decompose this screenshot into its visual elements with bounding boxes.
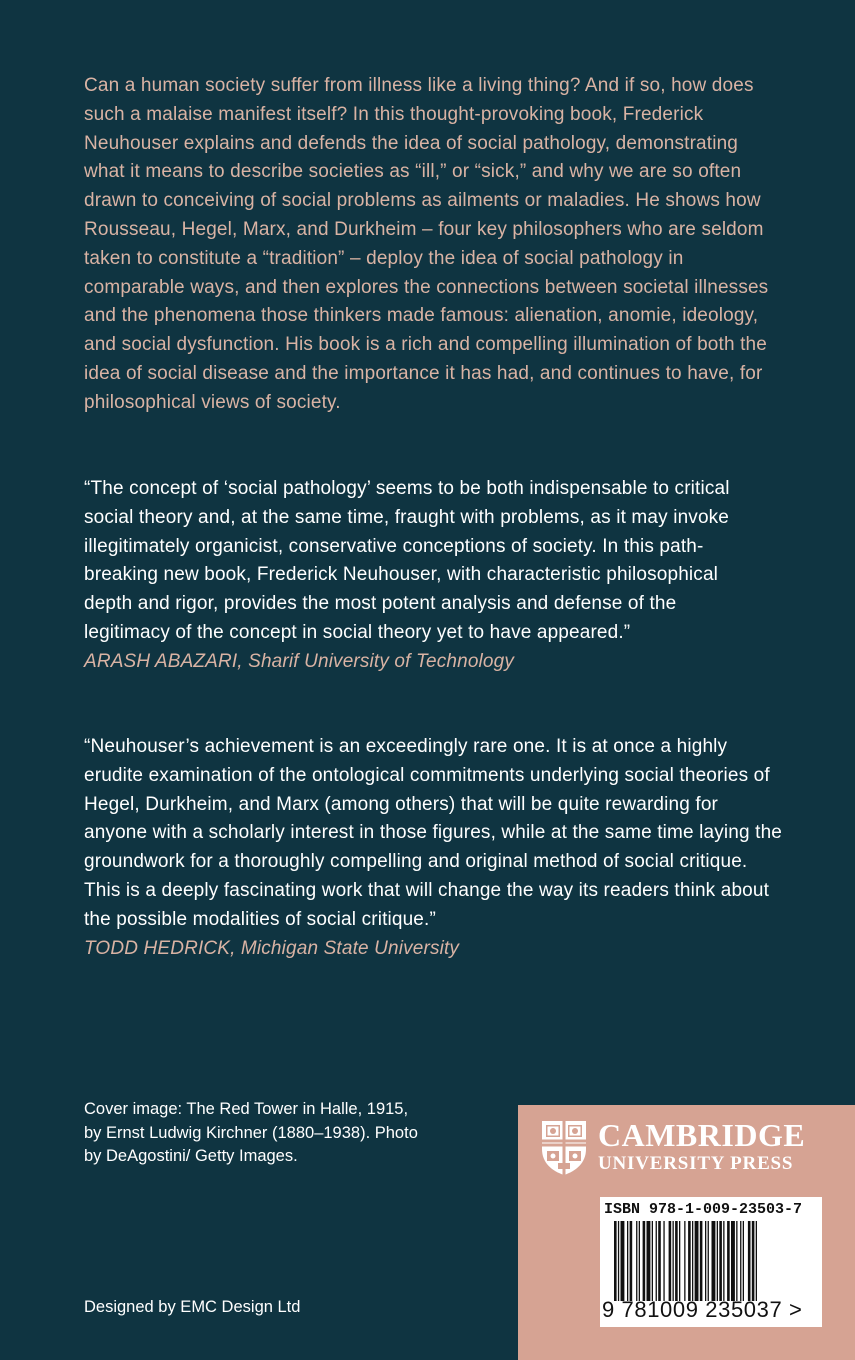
endorsement-attribution: TODD HEDRICK, Michigan State University bbox=[84, 937, 460, 959]
cover-image-credit: Cover image: The Red Tower in Halle, 1915, by Ernst Ludwig Kirchner (1880–1938). Photo by DeAgostini/ Getty Images. bbox=[84, 1100, 418, 1165]
endorsement-text: “Neuhouser’s achievement is an exceedingly rare one. It is at once a highly erudite examination of the ontological commitments underlying social theories of Hegel, Durkheim, and Marx (among others) that will be quite rewarding for anyone with a scholarly interest in those figures, while at the same time laying the groundwork for a thoroughly compelling and original method of social critique. This is a deeply fascinating work that will change the way its readers think about the possible modalities of social critique.” bbox=[84, 736, 783, 930]
publisher-subtitle: UNIVERSITY PRESS bbox=[598, 1153, 794, 1174]
designer-credit: Designed by EMC Design Ltd bbox=[84, 1298, 301, 1316]
barcode-bars bbox=[614, 1221, 810, 1301]
university-crest-icon bbox=[540, 1119, 588, 1177]
endorsement-text: “The concept of ‘social pathology’ seems to be both indispensable to critical social theory and, at the same time, fraught with problems, as it may invoke illegitimately organicist, conservative conceptions of society. In this path-breaking new book, Frederick Neuhouser, with characteristic philosophical depth and rigor, provides the most potent analysis and defense of the legitimacy of the concept in social theory yet to have appeared.” bbox=[84, 478, 730, 643]
endorsement-quote bbox=[84, 733, 784, 963]
isbn-barcode bbox=[600, 1197, 822, 1327]
isbn-label: ISBN 978-1-009-23503-7 bbox=[604, 1201, 803, 1218]
endorsement-quote bbox=[84, 475, 764, 677]
endorsement-attribution: ARASH ABAZARI, Sharif University of Technology bbox=[84, 650, 514, 672]
publisher-panel bbox=[518, 1105, 855, 1360]
book-description: Can a human society suffer from illness like a living thing? And if so, how does such a malaise manifest itself? In this thought-provoking book, Frederick Neuhouser explains and defends the idea of social pathology, demonstrating what it means to describe societies as “ill,” or “sick,” and why we are so often drawn to conceiving of social problems as ailments or maladies. He shows how Rousseau, Hegel, Marx, and Durkheim – four key philosophers who are seldom taken to constitute a “tradition” – deploy the idea of social pathology in comparable ways, and then explores the connections between societal illnesses and the phenomena those thinkers made famous: alienation, anomie, ideology, and social dysfunction. His book is a rich and compelling illumination of both the idea of social disease and the importance it has had, and continues to have, for philosophical views of society. bbox=[84, 75, 769, 413]
publisher-name: CAMBRIDGE bbox=[598, 1117, 806, 1153]
barcode-digits: 9 781009 235037 > bbox=[602, 1297, 803, 1322]
